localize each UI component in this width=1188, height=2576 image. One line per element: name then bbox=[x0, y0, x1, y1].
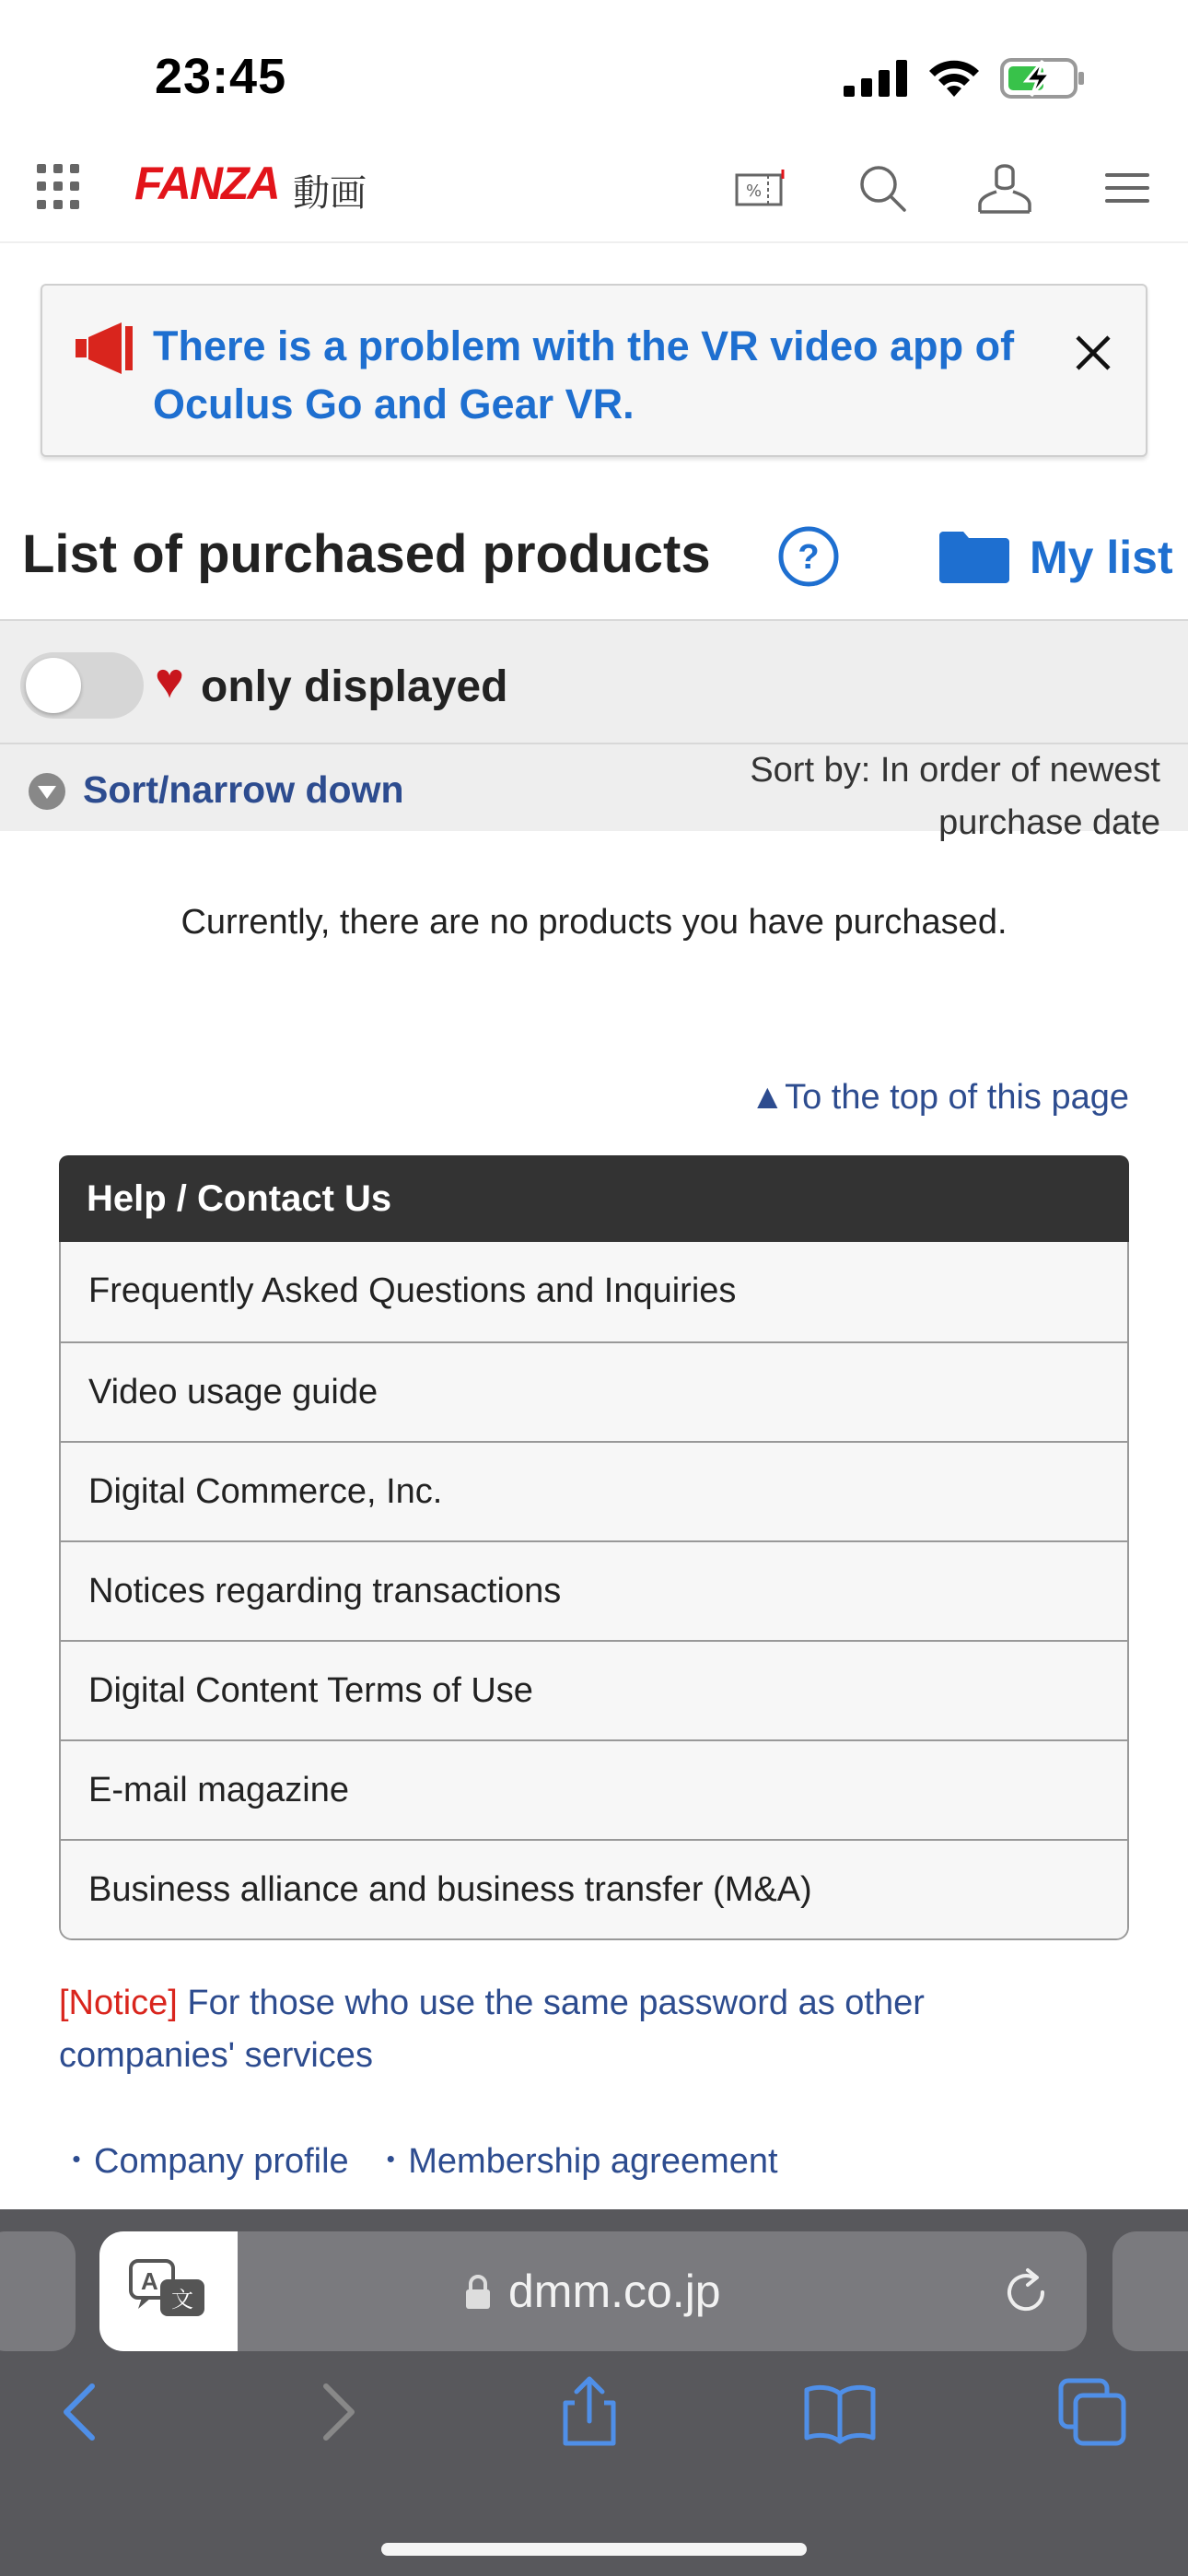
fanza-logo[interactable]: FANZA bbox=[134, 158, 279, 209]
toggle-knob bbox=[26, 658, 81, 713]
svg-text:%: % bbox=[746, 181, 763, 201]
sort-order-label[interactable] bbox=[645, 744, 1160, 849]
my-list-button[interactable] bbox=[939, 531, 1173, 584]
cellular-signal-icon bbox=[844, 60, 908, 97]
question-circle-icon[interactable] bbox=[777, 525, 840, 588]
help-item-terms[interactable]: Digital Content Terms of Use bbox=[61, 1640, 1127, 1739]
reload-icon[interactable] bbox=[1000, 2266, 1052, 2318]
lock-icon bbox=[464, 2274, 492, 2311]
svg-text:A: A bbox=[141, 2267, 158, 2295]
previous-tab[interactable] bbox=[0, 2231, 76, 2351]
sort-narrow-down-link[interactable]: Sort/narrow down bbox=[83, 768, 404, 811]
address-bar[interactable] bbox=[99, 2231, 1087, 2351]
site-header bbox=[0, 147, 1188, 243]
battery-charging-icon bbox=[1000, 57, 1087, 100]
menu-icon[interactable] bbox=[1094, 157, 1159, 221]
apps-grid-icon[interactable] bbox=[37, 164, 83, 210]
status-time: 23:45 bbox=[155, 49, 287, 104]
browser-toolbar bbox=[0, 2375, 1188, 2486]
bookmarks-icon[interactable] bbox=[803, 2375, 877, 2449]
back-icon[interactable] bbox=[44, 2375, 118, 2449]
favorites-filter-bar bbox=[0, 619, 1188, 743]
favorites-only-toggle[interactable] bbox=[20, 652, 144, 719]
notice-text[interactable]: There is a problem with the VR video app of Oculus Go and Gear VR. bbox=[153, 322, 1015, 427]
page-title: List of purchased products bbox=[22, 524, 711, 584]
translate-button[interactable] bbox=[99, 2231, 238, 2351]
sort-order-line2: purchase date bbox=[938, 803, 1160, 842]
help-panel bbox=[59, 1155, 1129, 1940]
svg-text:?: ? bbox=[798, 538, 820, 577]
help-list bbox=[59, 1242, 1129, 1940]
user-icon[interactable] bbox=[973, 157, 1037, 221]
forward-icon[interactable] bbox=[300, 2375, 374, 2449]
status-bar bbox=[0, 0, 1188, 147]
search-icon[interactable] bbox=[851, 157, 915, 221]
megaphone-icon bbox=[74, 321, 134, 376]
empty-message: Currently, there are no products you have purchased. bbox=[181, 903, 1007, 942]
url-text[interactable]: dmm.co.jp bbox=[508, 2266, 721, 2317]
logo-subtitle[interactable]: 動画 bbox=[293, 173, 367, 214]
notice-banner[interactable] bbox=[41, 284, 1147, 457]
membership-agreement-link[interactable]: ・Membership agreement bbox=[373, 2142, 778, 2181]
notice-link-text[interactable]: For those who use the same password as other companies' services bbox=[59, 1984, 925, 2075]
help-item-transactions[interactable]: Notices regarding transactions bbox=[61, 1540, 1127, 1640]
help-item-digital-commerce[interactable]: Digital Commerce, Inc. bbox=[61, 1441, 1127, 1540]
help-item-faq[interactable]: Frequently Asked Questions and Inquiries bbox=[61, 1242, 1127, 1341]
help-heading: Help / Contact Us bbox=[59, 1155, 1129, 1242]
close-icon[interactable] bbox=[1072, 332, 1114, 374]
help-item-video-guide[interactable]: Video usage guide bbox=[61, 1341, 1127, 1441]
tabs-icon[interactable] bbox=[1055, 2375, 1129, 2449]
status-icons bbox=[844, 57, 1087, 100]
password-notice-link[interactable] bbox=[59, 1977, 1072, 2082]
help-item-email-magazine[interactable]: E-mail magazine bbox=[61, 1739, 1127, 1839]
my-list-label[interactable]: My list bbox=[1030, 532, 1173, 583]
folder-icon bbox=[939, 532, 1009, 583]
browser-bar bbox=[0, 2209, 1188, 2576]
home-indicator bbox=[381, 2543, 807, 2556]
company-profile-link[interactable]: ・Company profile bbox=[59, 2142, 349, 2181]
footer-links bbox=[59, 2132, 793, 2183]
heart-icon: ♥ bbox=[155, 653, 185, 708]
chevron-down-circle-icon[interactable] bbox=[28, 772, 66, 811]
next-tab[interactable] bbox=[1112, 2231, 1188, 2351]
share-icon[interactable] bbox=[553, 2375, 626, 2449]
to-top-link[interactable]: ▲To the top of this page bbox=[750, 1078, 1129, 1117]
coupon-icon[interactable] bbox=[728, 157, 792, 221]
sort-order-line1: Sort by: In order of newest bbox=[750, 751, 1160, 790]
wifi-icon bbox=[926, 58, 982, 99]
help-item-business-alliance[interactable]: Business alliance and business transfer (M&A) bbox=[61, 1839, 1127, 1938]
notice-tag: [Notice] bbox=[59, 1984, 178, 2022]
sort-bar bbox=[0, 743, 1188, 842]
filter-label: only displayed bbox=[201, 662, 508, 711]
translate-icon bbox=[129, 2259, 208, 2324]
svg-text:文: 文 bbox=[171, 2287, 193, 2313]
